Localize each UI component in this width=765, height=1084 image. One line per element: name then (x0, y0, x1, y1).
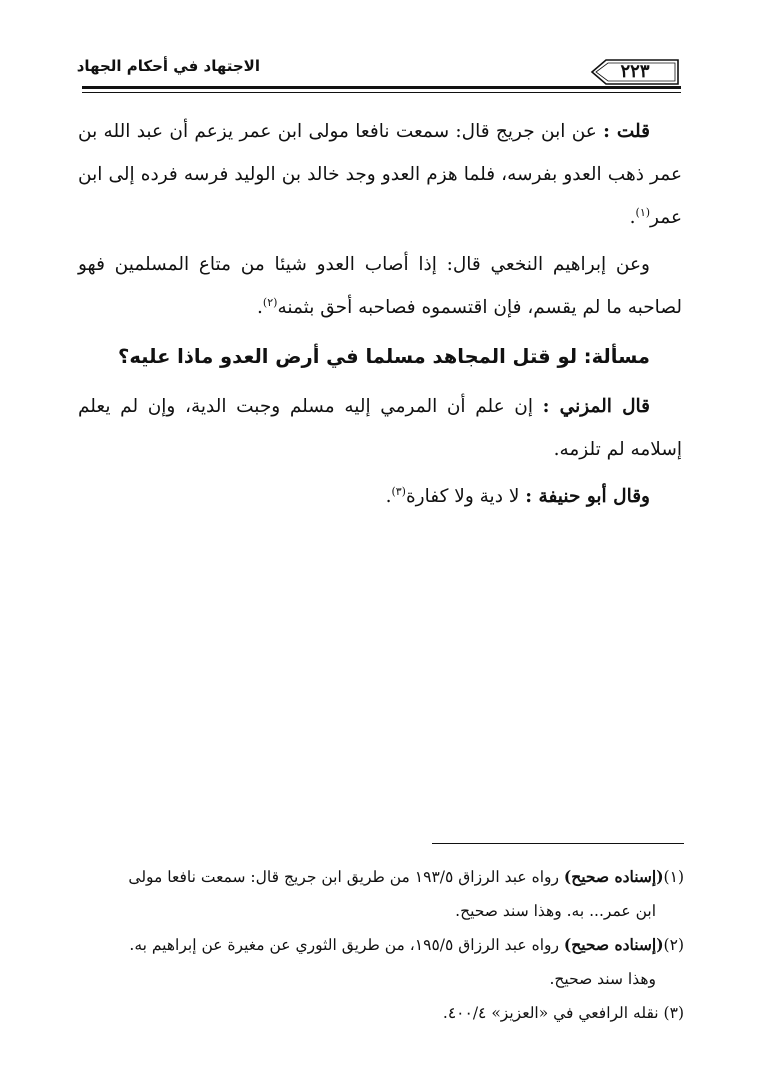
paragraph-ibn-jurayj (78, 110, 682, 239)
footnote-1 (80, 860, 684, 894)
paragraph-text: لا دية ولا كفارة (405, 486, 526, 507)
paragraph-lead: وقال أبو حنيفة : (525, 486, 650, 507)
paragraph-text: عن ابن جريج قال: سمعت نافعا مولى ابن عمر يزعم أن عبد الله بن عمر ذهب العدو بفرسه، فلما هزم العدو وجد خالد بن الوليد فرسه فرده إلى ابن عمر (78, 121, 682, 228)
page-number: ٢٢٣ (620, 61, 650, 82)
footnote-2 (80, 928, 684, 962)
paragraph-end: . (629, 207, 636, 228)
section-heading: مسألة: لو قتل المجاهد مسلما في أرض العدو ماذا عليه؟ (118, 345, 650, 368)
body-text (78, 110, 682, 522)
footnote-grade: (إسناده صحيح) (563, 935, 664, 954)
header-rule-thick (82, 86, 681, 89)
footnote-separator (432, 843, 684, 844)
footnote-3 (80, 996, 684, 1030)
page-number-badge (590, 58, 680, 86)
footnote-ref-3[interactable]: (٣) (391, 484, 406, 498)
paragraph-end: . (257, 297, 263, 318)
footnote-text: رواه عبد الرزاق ١٩٥/٥، من طريق الثوري عن مغيرة عن إبراهيم به. (129, 936, 564, 954)
paragraph-text: إن علم أن المرمي إليه مسلم وجبت الدية، وإن لم يعلم إسلامه لم تلزمه. (78, 396, 682, 460)
footnote-grade: (إسناده صحيح) (563, 867, 664, 886)
footnote-ref-1[interactable]: (١) (635, 205, 651, 219)
footnotes (80, 860, 684, 1030)
header-rule-thin (82, 92, 681, 93)
running-header-title: الاجتهاد في أحكام الجهاد (76, 57, 260, 75)
footnote-text: نقله الرافعي في «العزيز» ٤٠٠/٤. (442, 1004, 664, 1022)
footnote-number: (١) (663, 868, 684, 886)
footnote-2-continuation: وهذا سند صحيح. (549, 970, 656, 988)
footnote-number: (٢) (663, 936, 684, 954)
footnote-number: (٣) (663, 1004, 684, 1022)
paragraph-end: . (385, 486, 392, 507)
footnote-text: رواه عبد الرزاق ١٩٣/٥ من طريق ابن جريج قال: سمعت نافعا مولى (128, 868, 564, 886)
paragraph-muzani (78, 385, 682, 471)
paragraph-nakhai (78, 243, 682, 329)
footnote-1-continuation: ابن عمر... به. وهذا سند صحيح. (455, 902, 656, 920)
paragraph-lead: قال المزني : (542, 396, 650, 417)
paragraph-abu-hanifa (78, 475, 682, 518)
paragraph-text: وعن إبراهيم النخعي قال: إذا أصاب العدو شيئا من متاع المسلمين فهو لصاحبه ما لم يقسم، فإن اقتسموه فصاحبه أحق بثمنه (78, 254, 682, 318)
paragraph-lead: قلت : (603, 121, 650, 142)
footnote-ref-2[interactable]: (٢) (262, 295, 278, 309)
